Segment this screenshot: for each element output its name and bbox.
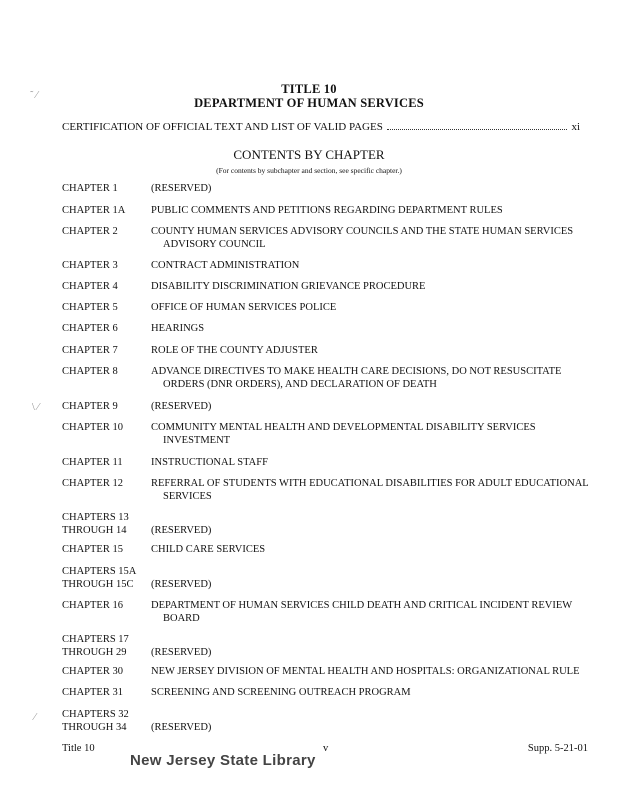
chapter-title: [151, 687, 591, 700]
chapter-number-line: CHAPTER 4: [62, 281, 118, 292]
chapter-number-line: CHAPTER 11: [62, 457, 123, 468]
chapter-number-line: CHAPTER 30: [62, 666, 123, 677]
chapter-title: [151, 401, 591, 414]
chapter-number-line: CHAPTER 12: [62, 478, 123, 489]
chapter-title-line: ADVANCE DIRECTIVES TO MAKE HEALTH CARE DECISIONS, DO NOT RESUSCITATE: [151, 366, 562, 377]
title-number: TITLE 10: [281, 82, 337, 96]
chapter-number-line: CHAPTER 3: [62, 260, 118, 271]
chapter-number-line: CHAPTER 5: [62, 302, 118, 313]
chapter-title-line: SERVICES: [163, 490, 212, 502]
certification-page: xi: [571, 121, 580, 133]
chapter-title: [151, 544, 591, 557]
chapter-number: [62, 205, 148, 218]
chapter-title-line: NEW JERSEY DIVISION OF MENTAL HEALTH AND HOSPITALS: ORGANIZATIONAL RULE: [151, 666, 580, 677]
chapter-title: [151, 260, 591, 273]
scan-mark: ⁄: [34, 712, 36, 723]
chapter-title-line: (RESERVED): [151, 401, 212, 412]
chapter-number-line: CHAPTER 31: [62, 687, 123, 698]
chapter-number: [62, 260, 148, 273]
chapter-number: [62, 345, 148, 358]
chapter-number: [62, 401, 148, 414]
certification-line: [62, 121, 580, 133]
chapter-title-line: ADVISORY COUNCIL: [163, 238, 266, 250]
chapter-title: [151, 205, 591, 218]
chapter-number: [62, 600, 148, 613]
chapter-number: [62, 323, 148, 336]
chapter-title-line: BOARD: [163, 612, 200, 624]
scan-mark: \ ⁄: [32, 402, 39, 413]
chapter-number: [62, 687, 148, 700]
chapter-number: [62, 183, 148, 196]
chapter-number-line: CHAPTER 15: [62, 544, 123, 555]
chapter-number: [62, 457, 148, 470]
chapter-title-line: HEARINGS: [151, 323, 205, 334]
footer-page-number: v: [323, 743, 329, 754]
chapter-title: [151, 323, 591, 336]
chapter-number-line: CHAPTERS 17: [62, 634, 129, 645]
chapter-number-line: THROUGH 34: [62, 721, 127, 733]
certification-label: CERTIFICATION OF OFFICIAL TEXT AND LIST OF VALID PAGES: [62, 121, 383, 133]
chapter-number-line: CHAPTER 16: [62, 600, 123, 611]
chapter-title: [151, 525, 591, 538]
chapter-number-line: CHAPTERS 13: [62, 512, 129, 523]
chapter-title: [151, 478, 591, 503]
chapter-title: [151, 226, 591, 251]
chapter-title: [151, 579, 591, 592]
chapter-title-line: (RESERVED): [151, 524, 212, 536]
chapter-number-line: CHAPTER 6: [62, 323, 118, 334]
contents-note: (For contents by subchapter and section, see specific chapter.): [216, 166, 402, 175]
chapter-number: [62, 512, 148, 537]
chapter-number-line: CHAPTERS 32: [62, 709, 129, 720]
chapter-number-line: CHAPTER 8: [62, 366, 118, 377]
chapter-number: [62, 544, 148, 557]
chapter-title: [151, 647, 591, 660]
chapter-number-line: CHAPTER 9: [62, 401, 118, 412]
chapter-title: [151, 457, 591, 470]
chapter-number: [62, 422, 148, 435]
chapter-title-line: (RESERVED): [151, 646, 212, 658]
chapter-title-line: INSTRUCTIONAL STAFF: [151, 457, 268, 468]
footer-title: Title 10: [62, 743, 95, 754]
chapter-title-line: ORDERS (DNR ORDERS), AND DECLARATION OF DEATH: [163, 378, 437, 390]
chapter-title-line: COUNTY HUMAN SERVICES ADVISORY COUNCILS AND THE STATE HUMAN SERVICES: [151, 226, 574, 237]
chapter-number-line: CHAPTERS 15A: [62, 566, 137, 577]
chapter-title: [151, 666, 591, 679]
contents-heading: CONTENTS BY CHAPTER: [233, 147, 385, 162]
chapter-title-line: DEPARTMENT OF HUMAN SERVICES CHILD DEATH AND CRITICAL INCIDENT REVIEW: [151, 600, 573, 611]
chapter-number: [62, 666, 148, 679]
chapter-title: [151, 600, 591, 625]
chapter-title-line: (RESERVED): [151, 183, 212, 194]
chapter-title: [151, 302, 591, 315]
chapter-number: [62, 634, 148, 659]
chapter-number: [62, 302, 148, 315]
chapter-title: [151, 183, 591, 196]
chapter-number: [62, 478, 148, 491]
chapter-number-line: THROUGH 14: [62, 524, 127, 536]
chapter-title: [151, 422, 591, 447]
chapter-number: [62, 709, 148, 734]
chapter-number-line: CHAPTER 7: [62, 345, 118, 356]
chapter-title-line: (RESERVED): [151, 578, 212, 590]
chapter-number-line: CHAPTER 1A: [62, 205, 126, 216]
footer-supplement: Supp. 5-21-01: [527, 743, 588, 754]
chapter-title-line: OFFICE OF HUMAN SERVICES POLICE: [151, 302, 337, 313]
chapter-title: [151, 281, 591, 294]
chapter-number: [62, 226, 148, 239]
chapter-title: [151, 722, 591, 735]
scan-mark: ˜ ⁄: [30, 90, 38, 101]
chapter-number: [62, 566, 148, 591]
library-stamp: New Jersey State Library: [130, 752, 316, 769]
chapter-title-line: INVESTMENT: [163, 434, 231, 446]
chapter-number: [62, 366, 148, 379]
chapter-title-line: REFERRAL OF STUDENTS WITH EDUCATIONAL DISABILITIES FOR ADULT EDUCATIONAL: [151, 478, 589, 489]
leader-dots: [387, 129, 568, 130]
chapter-number: [62, 281, 148, 294]
chapter-number-line: THROUGH 29: [62, 646, 127, 658]
chapter-title-line: DISABILITY DISCRIMINATION GRIEVANCE PROCEDURE: [151, 281, 426, 292]
chapter-title-line: SCREENING AND SCREENING OUTREACH PROGRAM: [151, 687, 411, 698]
chapter-title-line: CHILD CARE SERVICES: [151, 544, 266, 555]
title-name: DEPARTMENT OF HUMAN SERVICES: [194, 96, 424, 110]
chapter-title-line: COMMUNITY MENTAL HEALTH AND DEVELOPMENTAL DISABILITY SERVICES: [151, 422, 536, 433]
chapter-title-line: CONTRACT ADMINISTRATION: [151, 260, 300, 271]
chapter-number-line: CHAPTER 1: [62, 183, 118, 194]
chapter-title: [151, 366, 591, 391]
chapter-title-line: ROLE OF THE COUNTY ADJUSTER: [151, 345, 318, 356]
chapter-title-line: (RESERVED): [151, 721, 212, 733]
chapter-number-line: THROUGH 15C: [62, 578, 134, 590]
chapter-number-line: CHAPTER 10: [62, 422, 123, 433]
chapter-title-line: PUBLIC COMMENTS AND PETITIONS REGARDING DEPARTMENT RULES: [151, 205, 503, 216]
chapter-title: [151, 345, 591, 358]
chapter-number-line: CHAPTER 2: [62, 226, 118, 237]
